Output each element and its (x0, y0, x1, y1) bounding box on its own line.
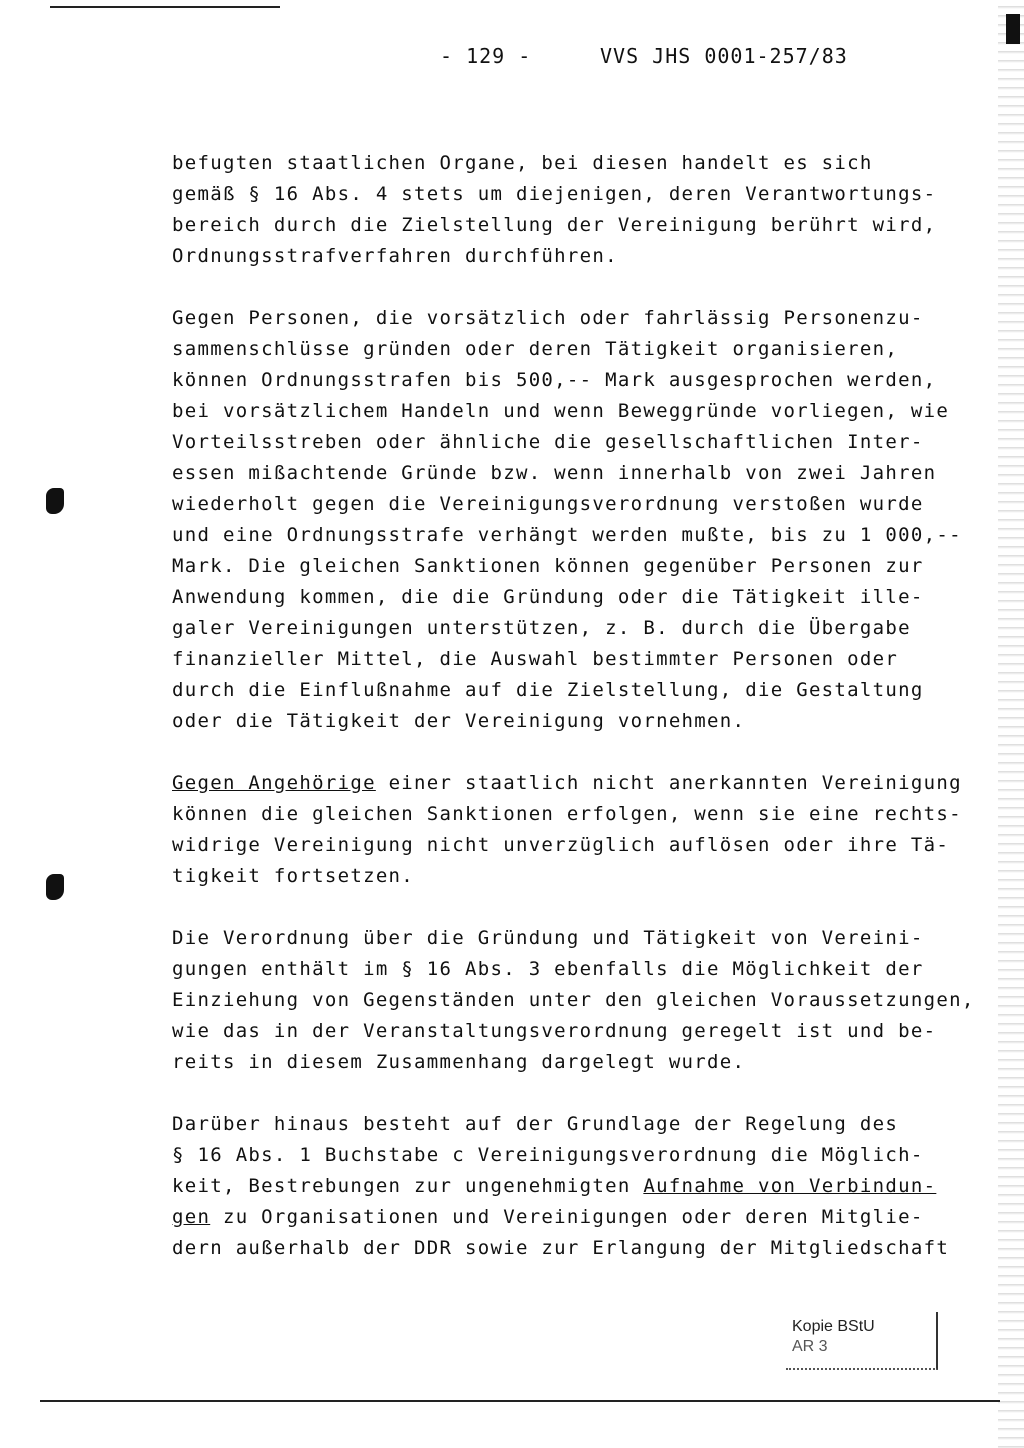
paragraph (172, 923, 975, 1078)
document-id: VVS JHS 0001-257/83 (600, 44, 848, 68)
text-segment: können die gleichen Sanktionen erfolgen, wenn sie eine rechts- (172, 803, 962, 825)
text-segment: gungen enthält im § 16 Abs. 3 ebenfalls die Möglichkeit der (172, 958, 924, 980)
underlined-text: Aufnahme von Verbindun- (643, 1175, 937, 1197)
text-line (172, 644, 972, 675)
text-segment: können Ordnungsstrafen bis 500,-- Mark ausgesprochen werden, (172, 369, 937, 391)
text-segment: durch die Einflußnahme auf die Zielstellung, die Gestaltung (172, 679, 924, 701)
text-line (172, 1016, 972, 1047)
text-line (172, 303, 972, 334)
text-line (172, 1047, 972, 1078)
text-segment: einer staatlich nicht anerkannten Vereinigung (375, 772, 962, 794)
text-segment: widrige Vereinigung nicht unverzüglich auflösen oder ihre Tä- (172, 834, 950, 856)
text-line (172, 551, 972, 582)
text-segment: Vorteilsstreben oder ähnliche die gesellschaftlichen Inter- (172, 431, 924, 453)
text-line (172, 179, 972, 210)
punch-hole (46, 874, 64, 900)
text-line (172, 489, 972, 520)
underlined-text: Gegen Angehörige (172, 772, 376, 794)
text-line (172, 985, 975, 1016)
text-segment: essen mißachtende Gründe bzw. wenn innerhalb von zwei Jahren (172, 462, 937, 484)
text-line (172, 675, 972, 706)
text-segment: Ordnungsstrafverfahren durchführen. (172, 245, 618, 267)
text-line (172, 613, 972, 644)
bottom-rule (40, 1400, 1000, 1402)
text-line (172, 148, 972, 179)
archive-stamp (786, 1312, 938, 1370)
page-header (0, 44, 1024, 76)
text-segment: befugten staatlichen Organe, bei diesen handelt es sich (172, 152, 873, 174)
stamp-line-1: Kopie BStU (792, 1318, 875, 1335)
paragraph (172, 148, 972, 272)
text-line (172, 582, 972, 613)
text-segment: Einziehung von Gegenständen unter den gleichen Voraussetzungen, (172, 989, 975, 1011)
text-segment: Gegen Personen, die vorsätzlich oder fahrlässig Personenzu- (172, 307, 924, 329)
text-segment: § 16 Abs. 1 Buchstabe c Vereinigungsverordnung die Möglich- (172, 1144, 924, 1166)
text-segment: sammenschlüsse gründen oder deren Tätigkeit organisieren, (172, 338, 899, 360)
paragraph (172, 768, 972, 892)
text-segment: und eine Ordnungsstrafe verhängt werden mußte, bis zu 1 000,-- (172, 524, 962, 546)
text-segment: dern außerhalb der DDR sowie zur Erlangung der Mitgliedschaft (172, 1237, 950, 1259)
text-segment: gemäß § 16 Abs. 4 stets um diejenigen, deren Verantwortungs- (172, 183, 937, 205)
text-segment: Anwendung kommen, die die Gründung oder die Tätigkeit ille- (172, 586, 924, 608)
text-line (172, 1109, 972, 1140)
text-line (172, 1140, 972, 1171)
text-line (172, 1233, 972, 1264)
paragraph (172, 303, 972, 737)
text-line (172, 210, 972, 241)
text-line (172, 334, 972, 365)
top-rule (50, 6, 280, 8)
punch-hole (46, 488, 64, 514)
text-line (172, 458, 972, 489)
text-line (172, 1202, 972, 1233)
text-line (172, 954, 972, 985)
document-body (172, 148, 975, 1295)
text-line (172, 520, 972, 551)
text-segment: galer Vereinigungen unterstützen, z. B. durch die Übergabe (172, 617, 911, 639)
underlined-text: gen (172, 1206, 211, 1228)
text-line (172, 923, 972, 954)
text-line (172, 768, 972, 799)
text-line (172, 861, 972, 892)
text-line (172, 365, 972, 396)
scan-edge-artifact (998, 0, 1024, 1448)
text-segment: Darüber hinaus besteht auf der Grundlage der Regelung des (172, 1113, 899, 1135)
text-line (172, 706, 972, 737)
text-segment: finanzieller Mittel, die Auswahl bestimmter Personen oder (172, 648, 899, 670)
text-line (172, 1171, 972, 1202)
text-segment: keit, Bestrebungen zur ungenehmigten (172, 1175, 644, 1197)
text-segment: reits in diesem Zusammenhang dargelegt wurde. (172, 1051, 746, 1073)
text-line (172, 830, 972, 861)
scan-edge-mark (1006, 14, 1020, 44)
text-segment: Mark. Die gleichen Sanktionen können gegenüber Personen zur (172, 555, 924, 577)
text-line (172, 396, 972, 427)
paragraph (172, 1109, 972, 1264)
text-segment: oder die Tätigkeit der Vereinigung vornehmen. (172, 710, 746, 732)
text-segment: bei vorsätzlichem Handeln und wenn Beweggründe vorliegen, wie (172, 400, 950, 422)
text-segment: wie das in der Veranstaltungsverordnung geregelt ist und be- (172, 1020, 937, 1042)
text-segment: wiederholt gegen die Vereinigungsverordnung verstoßen wurde (172, 493, 924, 515)
stamp-line-2: AR 3 (792, 1338, 828, 1355)
text-line (172, 799, 972, 830)
text-segment: tigkeit fortsetzen. (172, 865, 415, 887)
text-segment: bereich durch die Zielstellung der Vereinigung berührt wird, (172, 214, 937, 236)
text-segment: zu Organisationen und Vereinigungen oder deren Mitglie- (210, 1206, 924, 1228)
page-number: - 129 - (440, 44, 532, 68)
text-line (172, 241, 972, 272)
text-line (172, 427, 972, 458)
text-segment: Die Verordnung über die Gründung und Tätigkeit von Vereini- (172, 927, 924, 949)
